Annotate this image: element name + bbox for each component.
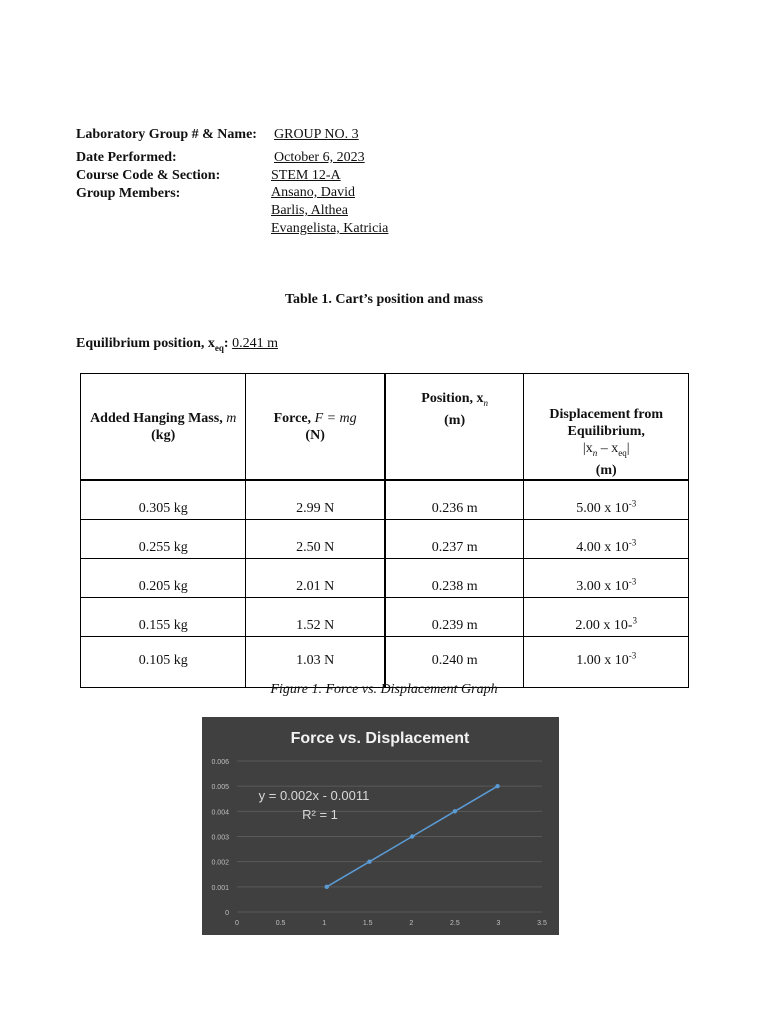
- cell-mass: 0.205 kg: [81, 559, 246, 598]
- cell-displacement: 4.00 x $10^{-3}$: [524, 520, 689, 559]
- group-label: Laboratory Group # & Name:: [76, 127, 257, 142]
- date-value: October 6, 2023: [274, 150, 365, 165]
- y-tick-label: 0.001: [211, 884, 229, 892]
- r-squared-label: R² = 1: [302, 807, 338, 822]
- grid-layer: [237, 761, 542, 912]
- members-label: Group Members:: [76, 186, 181, 201]
- header-position: Position, $x_n$ (m): [385, 374, 524, 481]
- x-tick-label: 1.5: [362, 920, 373, 927]
- header-force: Force, F = mg (N): [246, 374, 385, 481]
- y-tick-label: 0.005: [211, 784, 229, 792]
- cell-mass: 0.255 kg: [81, 520, 246, 559]
- cell-force: 2.50 N: [246, 520, 385, 559]
- cell-force: 2.99 N: [246, 480, 385, 520]
- course-value: STEM 12-A: [271, 168, 341, 183]
- data-point: [367, 859, 371, 863]
- table-row: [81, 480, 689, 520]
- table-header-row: [81, 374, 689, 481]
- table-row: [81, 520, 689, 559]
- cell-displacement: 5.00 x $10^{-3}$: [524, 480, 689, 520]
- cell-position: 0.238 m: [385, 559, 524, 598]
- y-tick-label: 0.003: [211, 834, 229, 842]
- x-tick-label: 0: [235, 920, 239, 927]
- cell-displacement: 3.00 x $10^{-3}$: [524, 559, 689, 598]
- equilibrium-value: 0.241 m: [232, 336, 278, 351]
- x-tick-label: 0.5: [275, 920, 286, 927]
- equilibrium-label: Equilibrium position, $x_{eq}$:: [76, 336, 229, 353]
- data-point: [410, 834, 414, 838]
- data-point: [495, 784, 499, 788]
- date-label: Date Performed:: [76, 150, 177, 165]
- equilibrium-position: [76, 336, 278, 353]
- data-point: [453, 809, 457, 813]
- force-displacement-chart: [202, 717, 559, 935]
- cell-mass: 0.305 kg: [81, 480, 246, 520]
- x-tick-label: 2: [409, 920, 414, 927]
- cell-force: 1.52 N: [246, 598, 385, 637]
- x-tick-label: 3: [496, 920, 501, 927]
- course-label: Course Code & Section:: [76, 168, 221, 183]
- data-table: [80, 373, 689, 688]
- x-tick-label: 1: [322, 920, 327, 927]
- x-tick-label: 2.5: [449, 920, 460, 927]
- header-displacement: Displacement from Equilibrium, $|x_n - x_{eq}|$ (m): [524, 374, 689, 481]
- y-tick-label: 0.004: [211, 809, 229, 817]
- data-point: [325, 885, 329, 889]
- cell-displacement: 2.00 x 10-$^3$: [524, 598, 689, 637]
- cell-force: 2.01 N: [246, 559, 385, 598]
- cell-mass: 0.105 kg: [81, 637, 246, 688]
- members-list: [271, 184, 388, 238]
- chart-title: Force vs. Displacement: [290, 730, 470, 747]
- x-tick-label: 3.5: [537, 920, 547, 927]
- table-row: [81, 559, 689, 598]
- table-row: [81, 598, 689, 637]
- header-mass: Added Hanging Mass, m (kg): [81, 374, 246, 481]
- cell-mass: 0.155 kg: [81, 598, 246, 637]
- y-tick-label: 0.002: [211, 859, 229, 867]
- chart-svg: [202, 717, 559, 935]
- table-row: [81, 637, 689, 688]
- member-name: Evangelista, Katricia: [271, 221, 389, 236]
- y-tick-label: 0: [225, 910, 229, 917]
- figure-caption: Figure 1. Force vs. Displacement Graph: [270, 682, 498, 697]
- trendline-equation: y = 0.002x - 0.0011: [258, 788, 370, 803]
- cell-displacement: 1.00 x $10^{-3}$: [524, 637, 689, 688]
- member-name: Ansano, David: [271, 185, 355, 200]
- member-name: Barlis, Althea: [271, 203, 348, 218]
- cell-position: 0.237 m: [385, 520, 524, 559]
- group-value: GROUP NO. 3: [274, 127, 359, 142]
- y-tick-label: 0.006: [211, 759, 229, 766]
- cell-position: 0.236 m: [385, 480, 524, 520]
- cell-force: 1.03 N: [246, 637, 385, 688]
- table-title: Table 1. Cart’s position and mass: [284, 292, 484, 307]
- cell-position: 0.240 m: [385, 637, 524, 688]
- cell-position: 0.239 m: [385, 598, 524, 637]
